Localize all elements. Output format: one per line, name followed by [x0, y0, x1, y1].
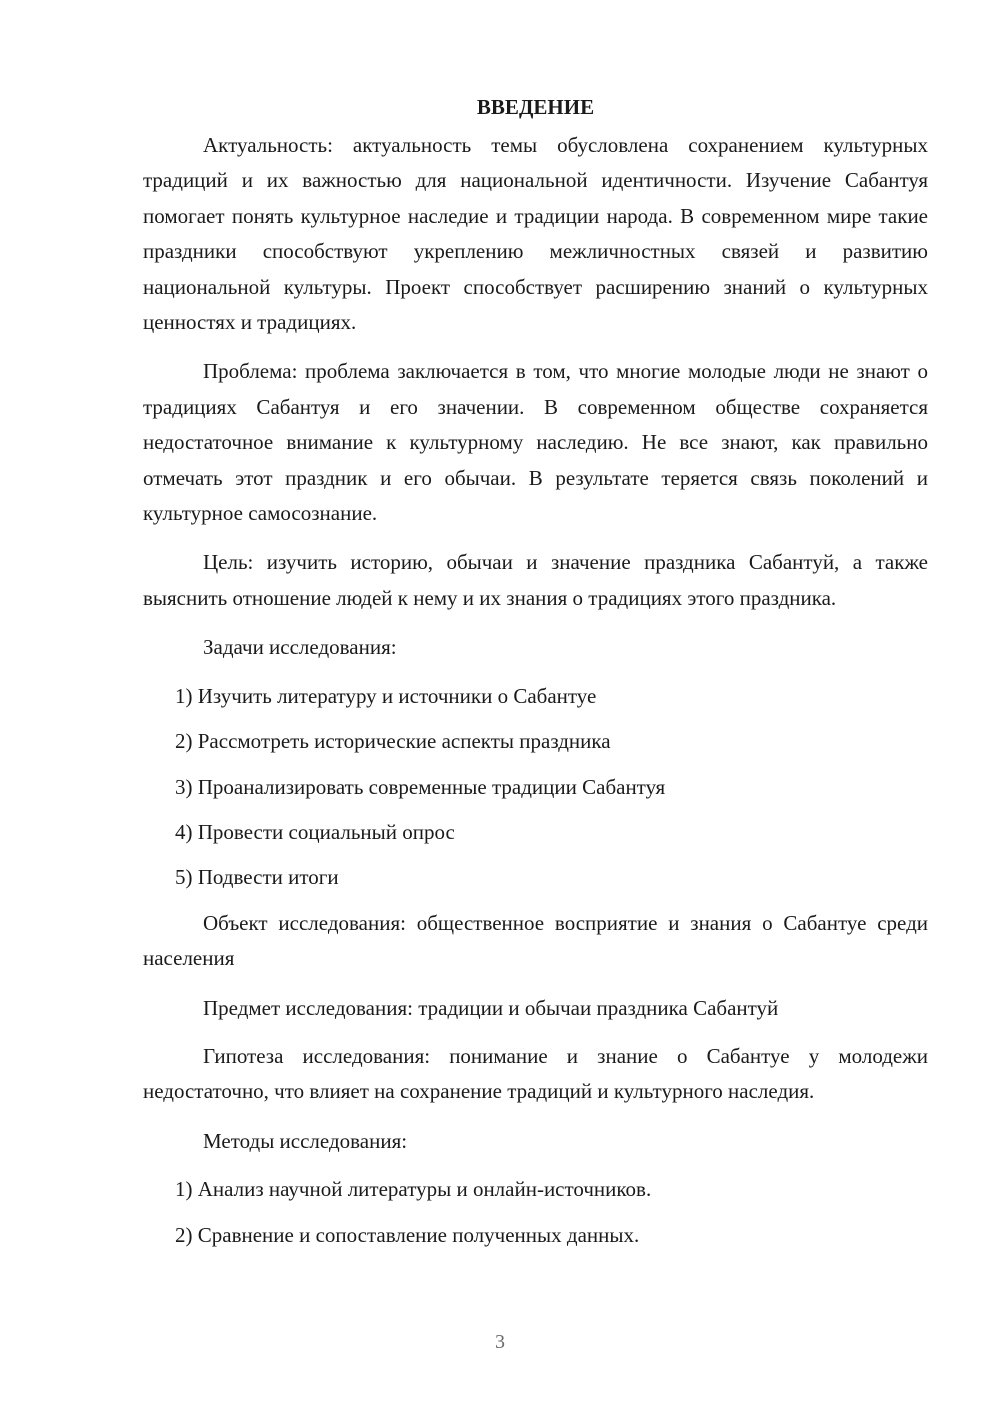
methods-heading: Методы исследования:	[203, 1128, 408, 1153]
relevance-paragraph: Актуальность: актуальность темы обусловлена сохранением культурных традиций и их важностью для национальной идентичности. Изучение Сабантуя помогает понять культурное наследие и традиции народа. В современном мире такие праздники способствуют укреплению межличностных связей и развитию национальной культуры. Проект способствует расширению знаний о культурных ценностях и традициях.	[143, 133, 928, 335]
task-item: 4) Провести социальный опрос	[175, 819, 455, 844]
section-title: ВВЕДЕНИЕ	[476, 95, 595, 119]
task-item: 2) Рассмотреть исторические аспекты праздника	[175, 729, 611, 754]
tasks-heading: Задачи исследования:	[203, 635, 397, 660]
hypothesis-paragraph: Гипотеза исследования: понимание и знание о Сабантуе у молодежи недостаточно, что влияет на сохранение традиций и культурного наследия.	[143, 1043, 928, 1104]
method-item: 1) Анализ научной литературы и онлайн-источников.	[175, 1177, 652, 1202]
goal-paragraph: Цель: изучить историю, обычаи и значение праздника Сабантуй, а также выяснить отношение людей к нему и их знания о традициях этого праздника.	[143, 550, 928, 610]
subject-paragraph: Предмет исследования: традиции и обычаи праздника Сабантуй	[203, 995, 779, 1020]
task-item: 3) Проанализировать современные традиции Сабантуя	[175, 774, 666, 799]
task-item: 5) Подвести итоги	[175, 865, 339, 890]
object-paragraph: Объект исследования: общественное восприятие и знания о Сабантуе среди населения	[143, 910, 928, 971]
page-number: 3	[495, 1331, 505, 1353]
task-item: 1) Изучить литературу и источники о Сабантуе	[175, 683, 597, 708]
problem-paragraph: Проблема: проблема заключается в том, что многие молодые люди не знают о традициях Сабантуя и его значении. В современном обществе сохраняется недостаточное внимание к культурному наследию. Не все знают, как правильно отмечать этот праздник и его обычаи. В результате теряется связь поколений и культурное самосознание.	[143, 359, 928, 526]
method-item: 2) Сравнение и сопоставление полученных данных.	[175, 1222, 640, 1247]
document-page	[143, 90, 928, 1263]
